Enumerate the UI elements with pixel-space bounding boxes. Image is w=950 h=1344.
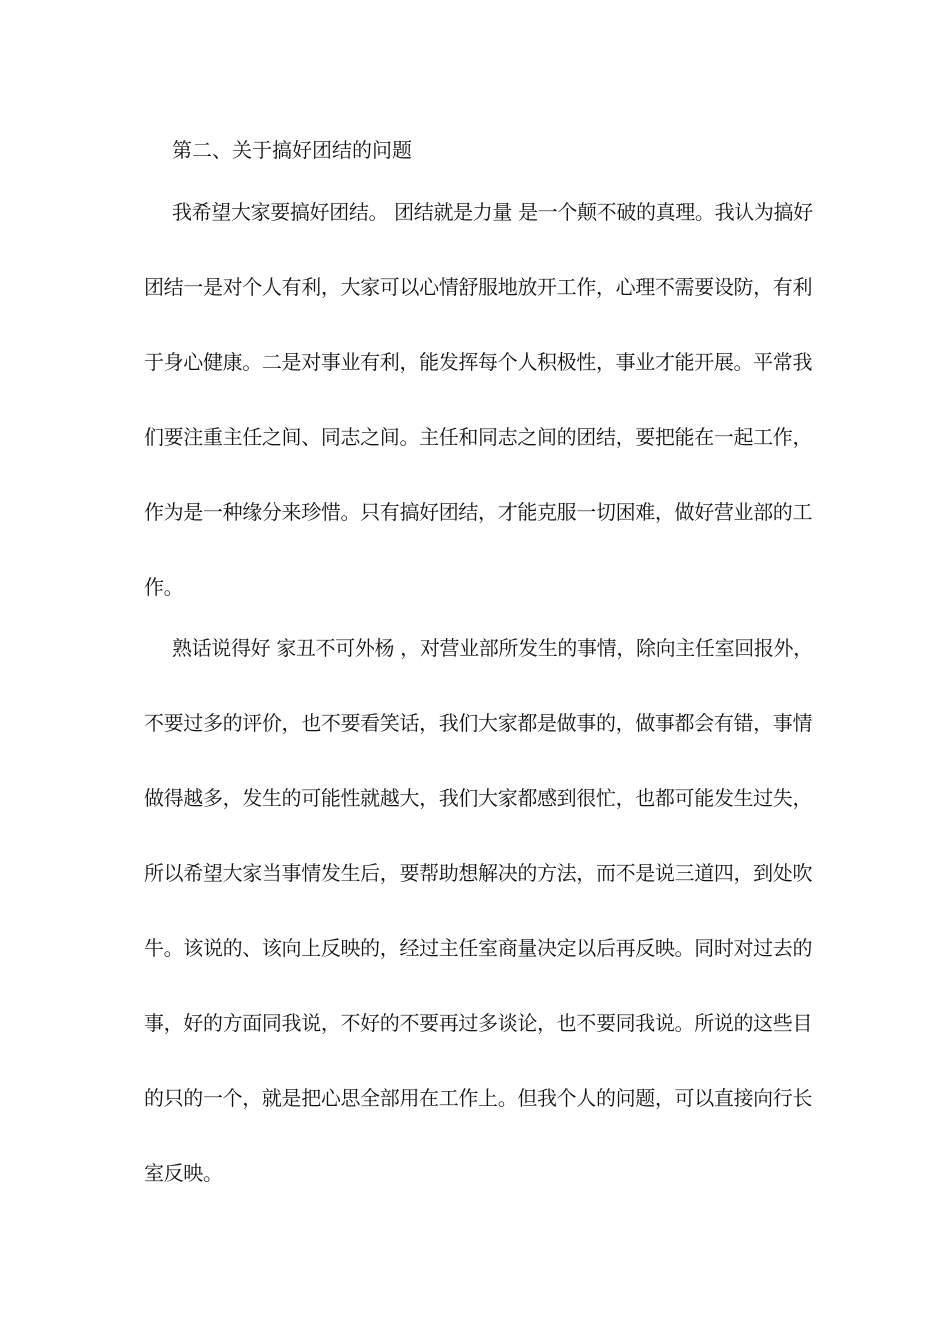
paragraph-1-line-3: 于身心健康。二是对事业有利，能发挥每个人积极性，事业才能开展。平常我	[144, 350, 813, 374]
paragraph-2-line-7: 的只的一个，就是把心思全部用在工作上。但我个人的问题，可以直接向行长	[144, 1086, 813, 1110]
paragraph-1-line-5: 作为是一种缘分来珍惜。只有搞好团结，才能克服一切困难，做好营业部的工	[144, 500, 813, 524]
paragraph-1-line-4: 们要注重主任之间、同志之间。主任和同志之间的团结，要把能在一起工作，	[144, 425, 813, 449]
paragraph-2-line-4: 所以希望大家当事情发生后，要帮助想解决的方法，而不是说三道四，到处吹	[144, 861, 813, 885]
paragraph-2-line-3: 做得越多，发生的可能性就越大，我们大家都感到很忙，也都可能发生过失，	[144, 786, 813, 810]
paragraph-2-line-5: 牛。该说的、该向上反映的，经过主任室商量决定以后再反映。同时对过去的	[144, 936, 813, 960]
paragraph-1-line-2: 团结一是对个人有利，大家可以心情舒服地放开工作，心理不需要设防，有利	[144, 275, 813, 299]
section-heading: 第二、关于搞好团结的问题	[172, 138, 412, 162]
paragraph-2-line-8: 室反映。	[144, 1161, 223, 1185]
paragraph-2-line-6: 事，好的方面同我说，不好的不要再过多谈论，也不要同我说。所说的这些目	[144, 1011, 813, 1035]
paragraph-2-line-1: 熟话说得好 家丑不可外杨 ，对营业部所发生的事情，除向主任室回报外，	[172, 636, 813, 660]
paragraph-1-line-6: 作。	[144, 575, 184, 599]
paragraph-1-line-1: 我希望大家要搞好团结。 团结就是力量 是一个颠不破的真理。我认为搞好	[172, 200, 813, 224]
paragraph-2-line-2: 不要过多的评价，也不要看笑话，我们大家都是做事的，做事都会有错，事情	[144, 711, 813, 735]
